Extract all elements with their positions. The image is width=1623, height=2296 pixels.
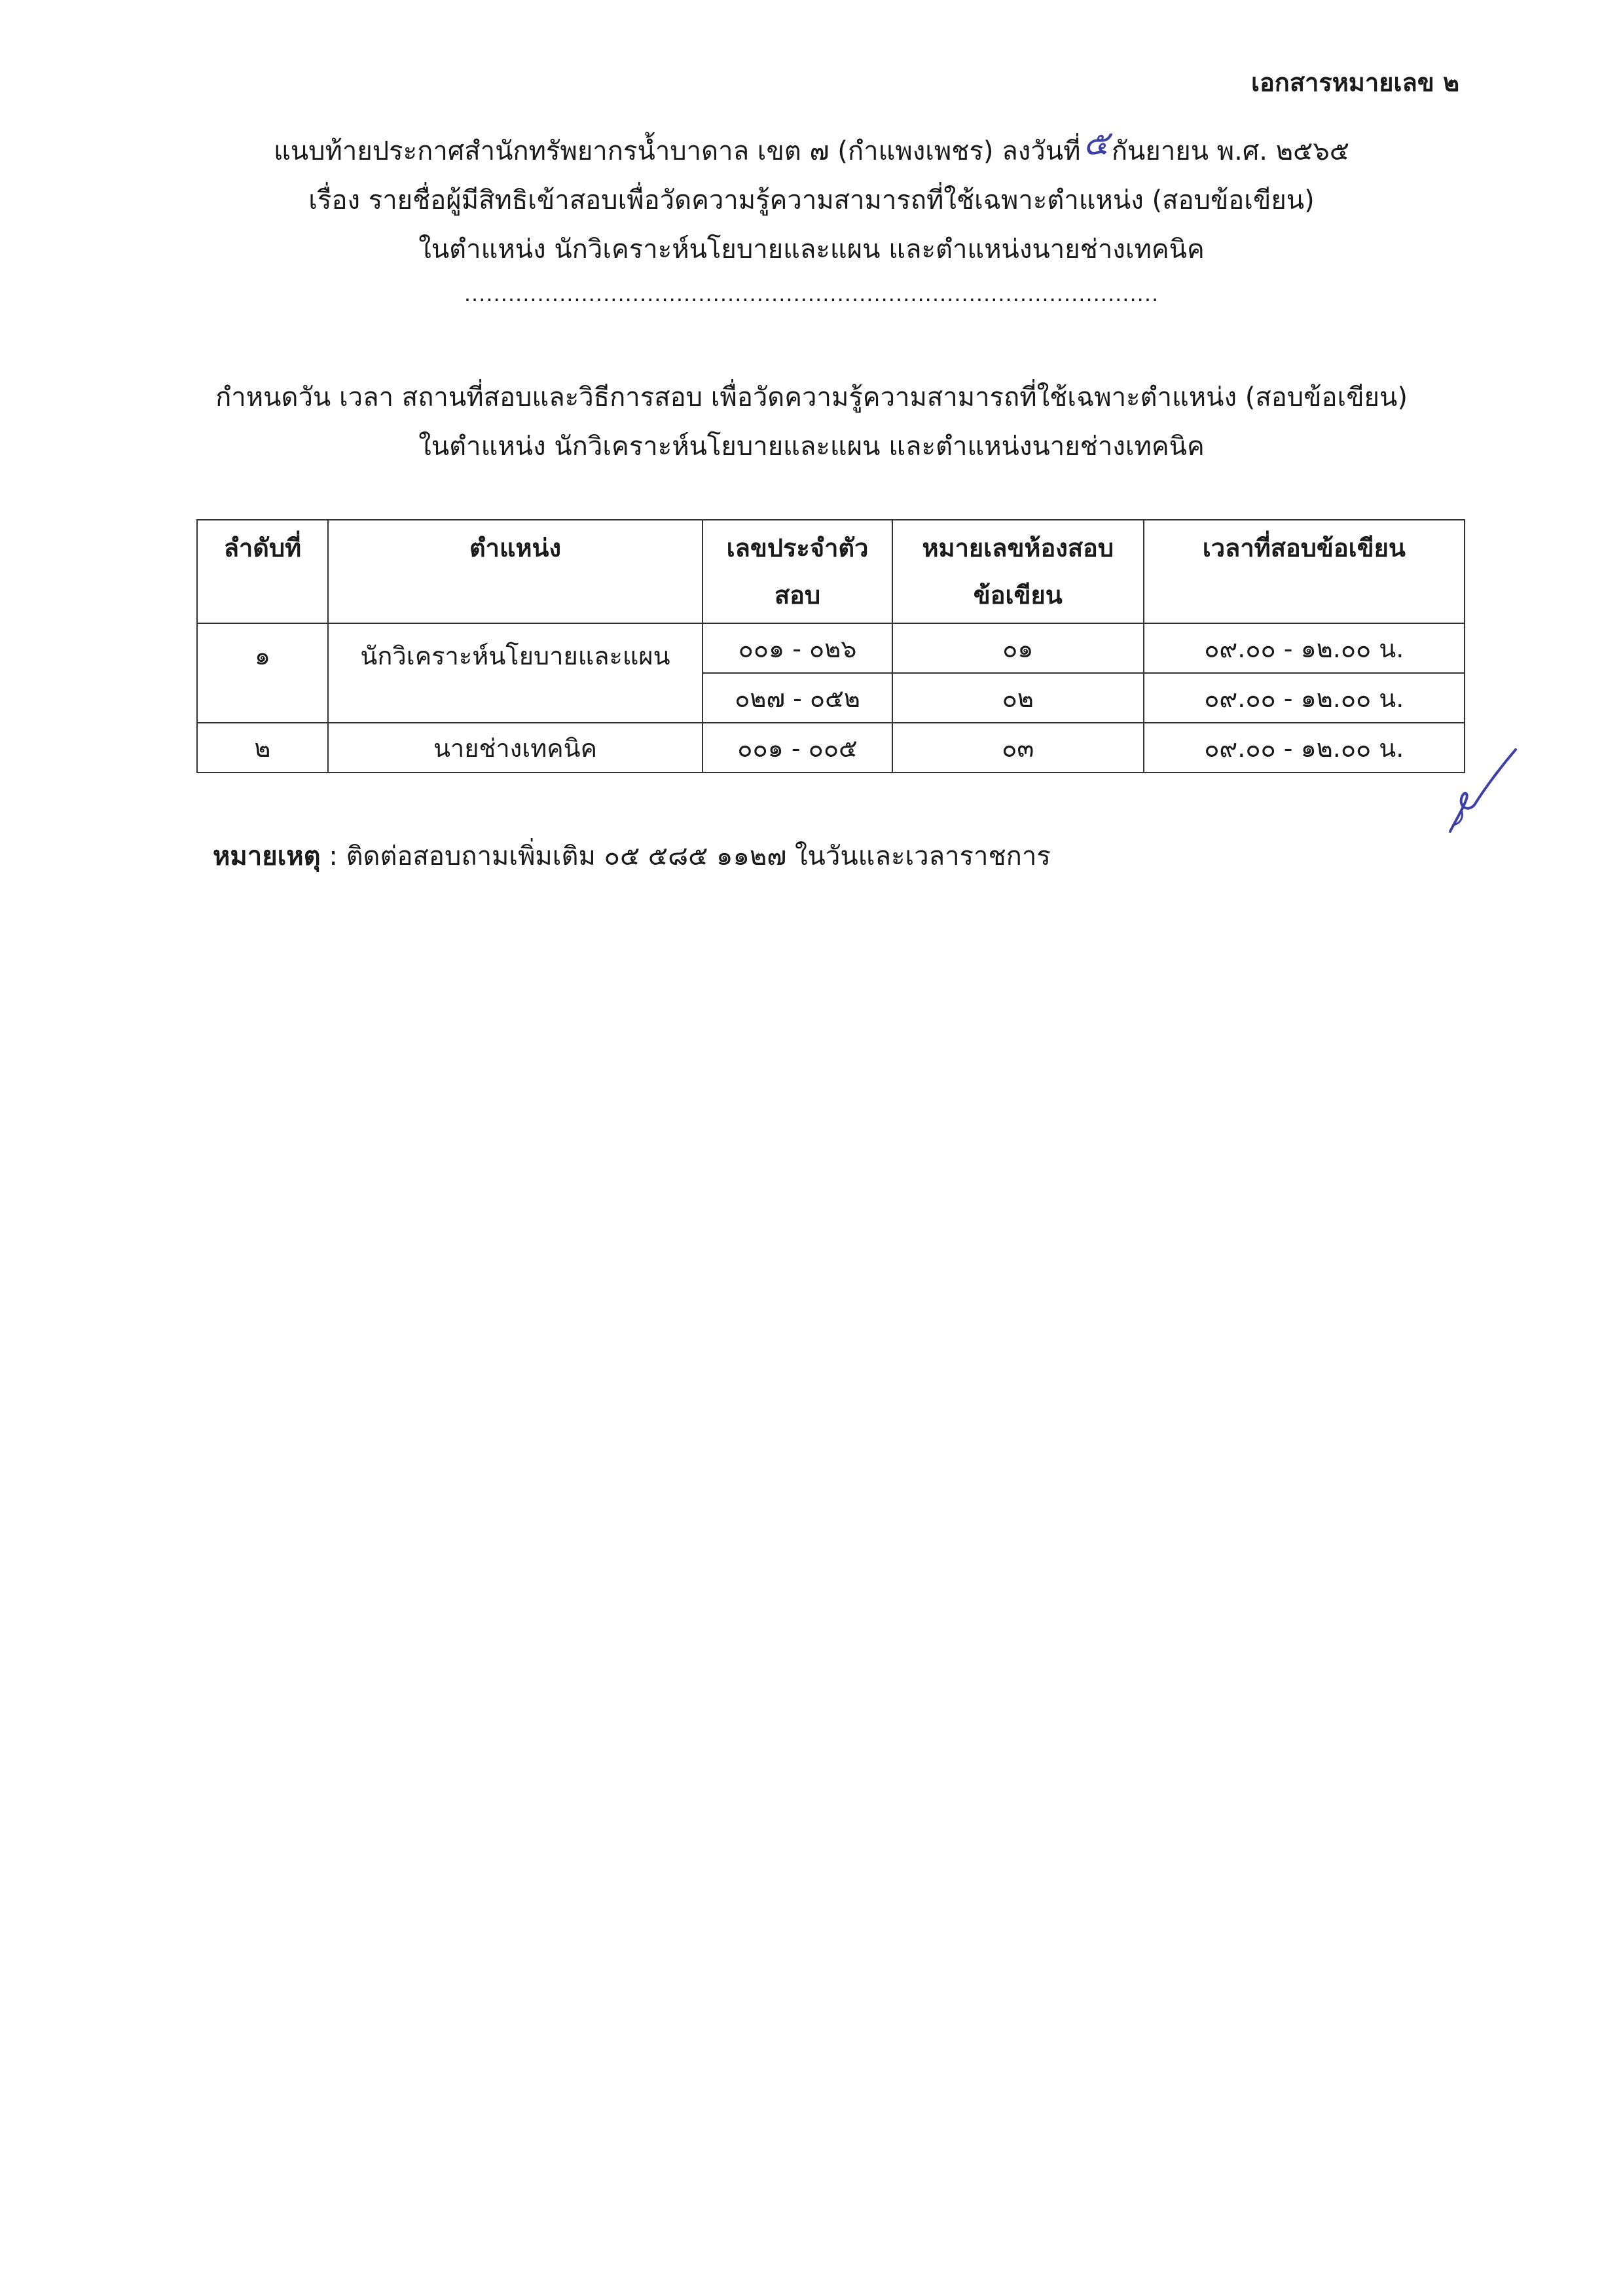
footnote-text: : ติดต่อสอบถามเพิ่มเติม ๐๕ ๕๘๕ ๑๑๒๗ ในวันและเวลาราชการ bbox=[320, 841, 1051, 871]
subheader-line-1: กำหนดวัน เวลา สถานที่สอบและวิธีการสอบ เพื่อวัดความรู้ความสามารถที่ใช้เฉพาะตำแหน่ง (สอบข้อเขียน) bbox=[215, 382, 1408, 412]
cell-exam-ids: ๐๐๑ - ๐๐๕ bbox=[702, 723, 892, 773]
header-exam-id-line-1: เลขประจำตัว bbox=[726, 534, 869, 562]
footnote bbox=[213, 835, 1051, 877]
cell-room: ๐๒ bbox=[892, 673, 1144, 723]
table-row bbox=[197, 623, 1465, 673]
cell-no: ๑ bbox=[197, 623, 328, 723]
header-room-line-1: หมายเลขห้องสอบ bbox=[922, 534, 1114, 562]
header-line-1-suffix: กันยายน พ.ศ. ๒๕๖๕ bbox=[1111, 136, 1349, 166]
cell-room: ๐๓ bbox=[892, 723, 1144, 773]
cell-no: ๒ bbox=[197, 723, 328, 773]
header-time: เวลาที่สอบข้อเขียน bbox=[1144, 520, 1465, 623]
header-line-2: เรื่อง รายชื่อผู้มีสิทธิเข้าสอบเพื่อวัดความรู้ความสามารถที่ใช้เฉพาะตำแหน่ง (สอบข้อเขียน) bbox=[308, 185, 1315, 215]
cell-time: ๐๙.๐๐ - ๑๒.๐๐ น. bbox=[1144, 723, 1465, 773]
header-position: ตำแหน่ง bbox=[328, 520, 702, 623]
cell-exam-ids: ๐๐๑ - ๐๒๖ bbox=[702, 623, 892, 673]
cell-exam-ids: ๐๒๗ - ๐๕๒ bbox=[702, 673, 892, 723]
header-line-3: ในตำแหน่ง นักวิเคราะห์นโยบายและแผน และตำแหน่งนายช่างเทคนิค bbox=[418, 234, 1205, 264]
schedule-subheader bbox=[0, 373, 1623, 471]
cell-position: นักวิเคราะห์นโยบายและแผน bbox=[328, 623, 702, 723]
dotted-separator: ............................................................................................... bbox=[464, 282, 1159, 306]
footnote-label: หมายเหตุ bbox=[213, 841, 321, 871]
header-exam-id bbox=[702, 520, 892, 623]
handwritten-date: ๕ bbox=[1083, 124, 1109, 163]
header-exam-id-line-2: สอบ bbox=[774, 581, 821, 610]
header-line-1-prefix: แนบท้ายประกาศสำนักทรัพยากรน้ำบาดาล เขต ๗ (กำแพงเพชร) ลงวันที่ bbox=[274, 136, 1081, 166]
table-header-row bbox=[197, 520, 1465, 623]
subheader-line-2: ในตำแหน่ง นักวิเคราะห์นโยบายและแผน และตำแหน่งนายช่างเทคนิค bbox=[418, 431, 1205, 462]
handwritten-initial-signature bbox=[1444, 746, 1522, 838]
cell-time: ๐๙.๐๐ - ๑๒.๐๐ น. bbox=[1144, 623, 1465, 673]
header-room bbox=[892, 520, 1144, 623]
table-row bbox=[197, 723, 1465, 773]
header-line-1 bbox=[0, 124, 1623, 176]
exam-schedule-table bbox=[196, 519, 1465, 773]
cell-room: ๐๑ bbox=[892, 623, 1144, 673]
doc-number: เอกสารหมายเลข ๒ bbox=[1251, 68, 1459, 97]
header-no: ลำดับที่ bbox=[197, 520, 328, 623]
announcement-header bbox=[0, 124, 1623, 274]
cell-position: นายช่างเทคนิค bbox=[328, 723, 702, 773]
cell-time: ๐๙.๐๐ - ๑๒.๐๐ น. bbox=[1144, 673, 1465, 723]
header-room-line-2: ข้อเขียน bbox=[973, 581, 1063, 610]
